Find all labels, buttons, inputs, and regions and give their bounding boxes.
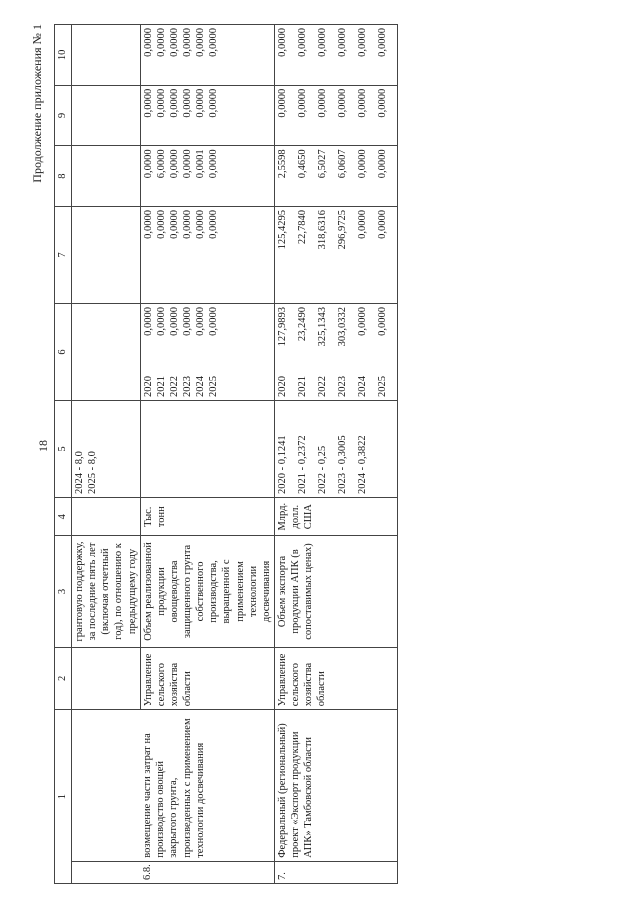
table-row	[72, 25, 141, 884]
table-row	[140, 25, 274, 884]
unit: Тыс. тонн	[140, 498, 274, 536]
col9-values: 0,0000 0,0000 0,0000 0,0000 0,0000 0,0000	[140, 85, 274, 146]
col7-values: 125,4295 22,7840 318,6316 296,9725 0,0000 0,0000	[274, 206, 397, 303]
col-header-9: 9	[55, 85, 72, 146]
page-number: 18	[36, 440, 50, 452]
header-row	[55, 25, 72, 884]
years-and-totals: 2020 127,9893 2021 23,2490 2022 325,1343 2023 303,0332 2024 0,0000 2025 0,0000	[274, 303, 397, 400]
target-values: 2020 - 0,1241 2021 - 0,2372 2022 - 0,25 2023 - 0,3005 2024 - 0,3822	[274, 400, 397, 497]
indicator-name: Объем реализованной продукции овощеводства защищенного грунта собственного производства, выращенной с применением технологии досвечивания	[140, 536, 274, 647]
carry-indicator: грантовую поддержку, за последние пять лет (включая отчетный год), по отношению к предыдущему году	[72, 536, 141, 647]
executor: Управление сельского хозяйства области	[140, 647, 274, 710]
measure-name: возмещение части затрат на производство овощей закрытого грунта, произведенных с применением технологии досвечивания	[140, 710, 274, 862]
col-header-2: 2	[55, 647, 72, 710]
col10-values: 0,0000 0,0000 0,0000 0,0000 0,0000 0,0000	[274, 25, 397, 86]
table-row	[274, 25, 397, 884]
carry-targets: 2024 - 8,0 2025 - 8,0	[72, 400, 141, 497]
executor: Управление сельского хозяйства области	[274, 647, 397, 710]
col10-values: 0,0000 0,0000 0,0000 0,0000 0,0000 0,0000	[140, 25, 274, 86]
rotated-page	[30, 24, 614, 884]
measure-name: Федеральный (региональный) проект «Экспорт продукции АПК» Тамбовской области	[274, 710, 397, 862]
unit: Млрд. долл. США	[274, 498, 397, 536]
col-header-1: 1	[55, 710, 72, 884]
years-and-totals: 2020 0,0000 2021 0,0000 2022 0,0000 2023 0,0000 2024 0,0000 2025 0,0000	[140, 303, 274, 400]
col-header-8: 8	[55, 146, 72, 207]
appendix-caption: Продолжение приложения № 1	[30, 24, 44, 183]
col-header-7: 7	[55, 206, 72, 303]
indicator-name: Объем экспорта продукции АПК (в сопоставимых ценах)	[274, 536, 397, 647]
row-number: 7.	[274, 861, 397, 883]
row-number: 6.8.	[140, 861, 274, 883]
col-header-3: 3	[55, 536, 72, 647]
col-header-5: 5	[55, 400, 72, 497]
col8-values: 2,5598 0,4650 6,5027 6,0607 0,0000 0,0000	[274, 146, 397, 207]
col8-values: 0,0000 6,0000 0,0000 0,0000 0,0001 0,0000	[140, 146, 274, 207]
col-header-10: 10	[55, 25, 72, 86]
col-header-4: 4	[55, 498, 72, 536]
col9-values: 0,0000 0,0000 0,0000 0,0000 0,0000 0,0000	[274, 85, 397, 146]
col-header-6: 6	[55, 303, 72, 400]
program-table	[54, 24, 398, 884]
col7-values: 0,0000 0,0000 0,0000 0,0000 0,0000 0,0000	[140, 206, 274, 303]
